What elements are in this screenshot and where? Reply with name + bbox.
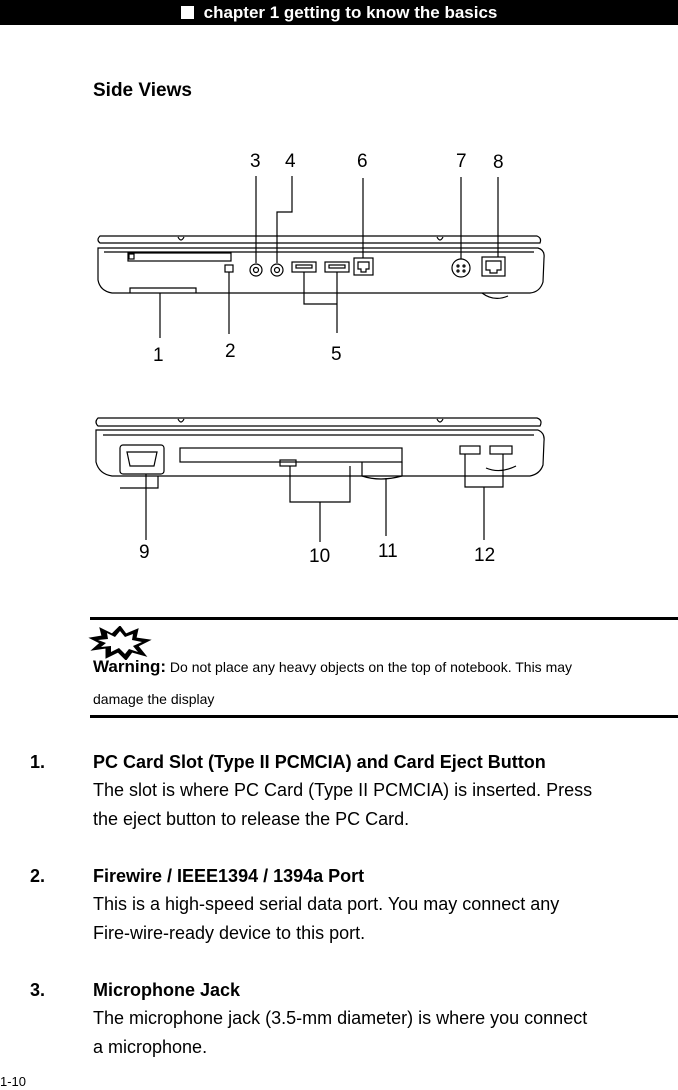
callout-8: 8 bbox=[493, 152, 504, 173]
top-side-view bbox=[98, 176, 544, 338]
item-line-2: Fire-wire-ready device to this port. bbox=[93, 923, 366, 943]
callout-6: 6 bbox=[357, 151, 368, 172]
callout-10: 10 bbox=[309, 546, 331, 567]
item-line-1: The slot is where PC Card (Type II PCMCIA) is inserted. Press bbox=[93, 780, 593, 800]
item-number: 1. bbox=[30, 752, 46, 772]
warning-line-1: Do not place any heavy objects on the top of notebook. This may bbox=[166, 659, 573, 675]
warning-burst-icon bbox=[88, 626, 152, 660]
callout-1: 1 bbox=[153, 345, 164, 366]
callout-9: 9 bbox=[139, 542, 150, 563]
section-title: Side Views bbox=[93, 80, 192, 101]
callout-3: 3 bbox=[250, 151, 261, 172]
item-title: PC Card Slot (Type II PCMCIA) and Card Eject Button bbox=[93, 752, 546, 772]
item-description bbox=[93, 890, 678, 948]
bottom-side-view bbox=[96, 418, 544, 542]
item-title: Firewire / IEEE1394 / 1394a Port bbox=[93, 866, 365, 886]
callout-7: 7 bbox=[456, 151, 467, 172]
callout-numbers bbox=[139, 151, 504, 567]
warning-text bbox=[93, 657, 572, 677]
item-description bbox=[93, 776, 678, 834]
warning-label: Warning: bbox=[93, 657, 167, 676]
callout-2: 2 bbox=[225, 341, 236, 362]
callout-12: 12 bbox=[474, 545, 496, 566]
item-title: Microphone Jack bbox=[93, 980, 241, 1000]
warning-bottom-rule bbox=[90, 715, 678, 718]
item-number: 3. bbox=[30, 980, 46, 1000]
chapter-title: chapter 1 getting to know the basics bbox=[203, 2, 498, 22]
item-line-2: the eject button to release the PC Card. bbox=[93, 809, 410, 829]
warning-line-2: damage the display bbox=[93, 691, 215, 707]
page-number: 1-10 bbox=[0, 1074, 27, 1089]
warning-top-rule bbox=[90, 617, 678, 620]
item-number: 2. bbox=[30, 866, 46, 886]
callout-4: 4 bbox=[285, 151, 296, 172]
item-line-1: The microphone jack (3.5-mm diameter) is where you connect bbox=[93, 1008, 588, 1028]
item-line-2: a microphone. bbox=[93, 1037, 208, 1057]
item-line-1: This is a high-speed serial data port. You may connect any bbox=[93, 894, 560, 914]
callout-5: 5 bbox=[331, 344, 342, 365]
callout-11: 11 bbox=[378, 541, 398, 562]
item-description bbox=[93, 1004, 678, 1062]
